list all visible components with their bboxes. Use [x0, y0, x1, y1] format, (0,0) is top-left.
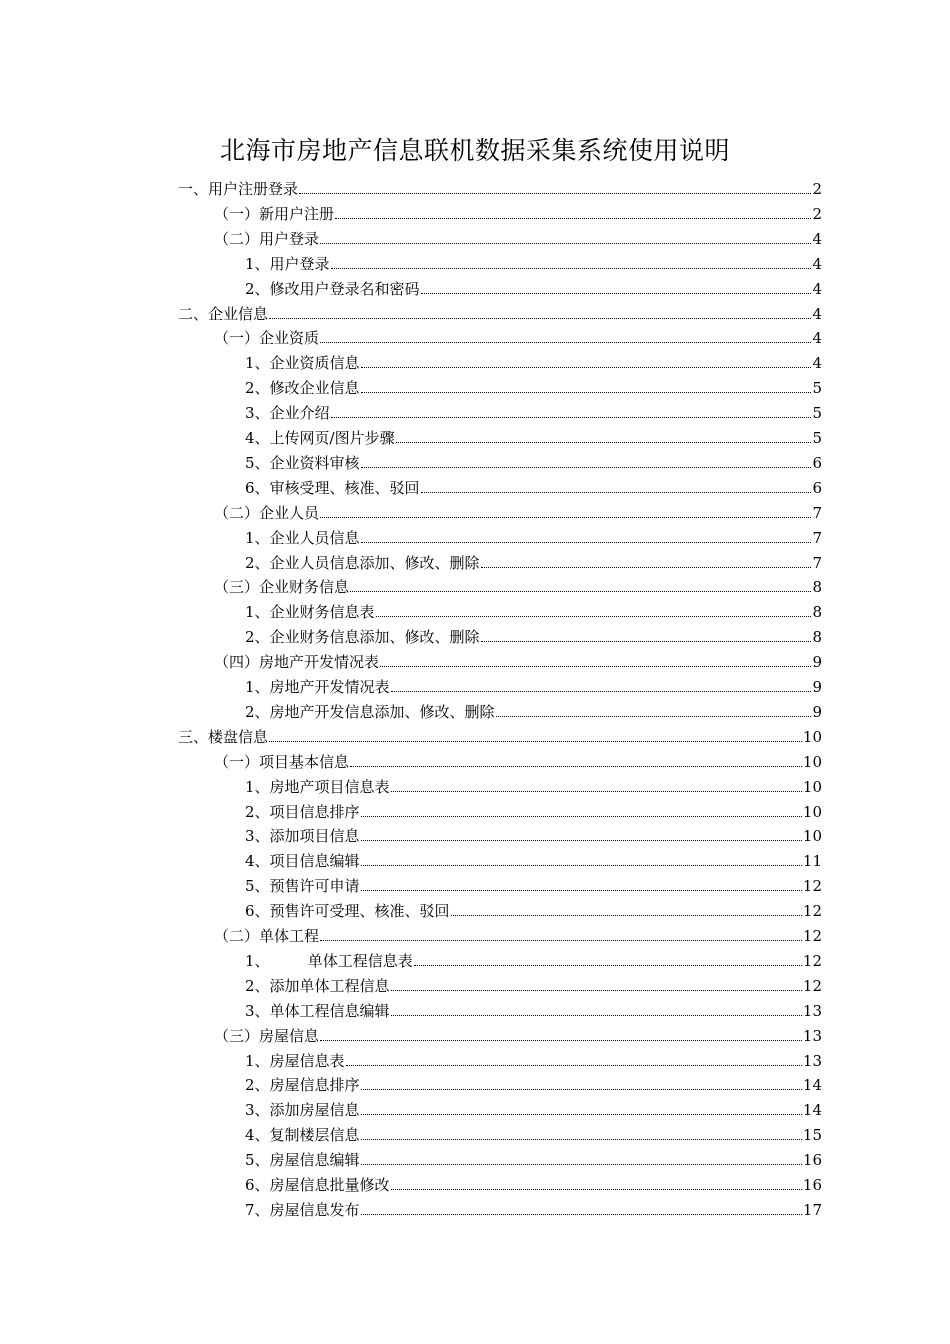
toc-entry-label: 6、预售许可受理、核准、驳回 [245, 902, 450, 921]
toc-entry-page-number: 14 [802, 1101, 822, 1120]
toc-entry[interactable] [214, 572, 822, 597]
toc-entry-label: 3、添加项目信息 [245, 827, 360, 846]
toc-entry[interactable] [214, 921, 822, 946]
toc-dot-leader [361, 1163, 802, 1165]
toc-entry-label: （一）项目基本信息 [214, 752, 350, 771]
toc-entry-label: 4、上传网页/图片步骤 [245, 429, 395, 447]
toc-entry-page-number: 2 [812, 180, 822, 198]
toc-entry-page-number: 16 [802, 1176, 822, 1194]
toc-entry-label: （二）企业人员 [214, 503, 320, 522]
toc-entry-label: 二、企业信息 [178, 304, 269, 323]
toc-entry-page-number: 4 [812, 304, 822, 323]
toc-entry-page-number: 12 [802, 877, 822, 896]
toc-entry[interactable] [245, 846, 822, 871]
toc-dot-leader [376, 615, 812, 617]
toc-entry[interactable] [214, 647, 822, 672]
toc-entry-page-number: 12 [802, 976, 822, 995]
toc-entry-label: 1、房地产开发情况表 [245, 678, 390, 696]
toc-entry-page-number: 4 [812, 279, 822, 298]
toc-dot-leader [391, 1014, 802, 1016]
toc-dot-leader [350, 765, 802, 767]
toc-entry-page-number: 10 [802, 777, 822, 796]
toc-entry-page-number: 17 [802, 1200, 822, 1219]
toc-entry[interactable] [245, 1145, 822, 1170]
toc-entry-page-number: 6 [812, 478, 822, 497]
toc-entry-page-number: 10 [802, 752, 822, 771]
toc-entry-label: 2、修改企业信息 [245, 379, 360, 398]
toc-entry[interactable] [214, 323, 822, 348]
toc-entry-page-number: 13 [802, 1001, 822, 1020]
toc-dot-leader [269, 740, 802, 742]
toc-entry-label: （一）新用户注册 [214, 204, 335, 223]
toc-entry-page-number: 6 [812, 453, 822, 472]
toc-entry-label: 4、复制楼层信息 [245, 1126, 360, 1145]
toc-dot-leader [361, 391, 812, 393]
toc-dot-leader [361, 889, 802, 891]
toc-entry[interactable] [245, 597, 822, 622]
toc-entry[interactable] [245, 274, 822, 299]
toc-entry-page-number: 12 [802, 902, 822, 921]
toc-entry-label: 1、用户登录 [245, 254, 330, 273]
toc-dot-leader [331, 267, 812, 269]
toc-entry[interactable] [245, 996, 822, 1021]
toc-dot-leader [361, 1088, 802, 1090]
toc-entry[interactable] [245, 523, 822, 548]
toc-entry-page-number: 16 [802, 1151, 822, 1170]
toc-dot-leader [391, 1188, 802, 1190]
toc-entry[interactable] [245, 1120, 822, 1145]
toc-dot-leader [451, 914, 802, 916]
toc-entry[interactable] [214, 224, 822, 249]
toc-dot-leader [421, 292, 812, 294]
toc-dot-leader [361, 1113, 802, 1115]
toc-dot-leader [361, 839, 802, 841]
toc-entry-label: 5、预售许可申请 [245, 877, 360, 896]
toc-entry-label: 2、项目信息排序 [245, 802, 360, 821]
toc-entry[interactable] [214, 1021, 822, 1046]
toc-entry-page-number: 9 [812, 678, 822, 696]
toc-entry-label: 2、企业财务信息添加、修改、删除 [245, 628, 480, 647]
toc-dot-leader [496, 715, 812, 717]
toc-dot-leader [346, 1064, 802, 1066]
toc-entry[interactable] [245, 473, 822, 498]
toc-dot-leader [391, 989, 802, 991]
toc-entry-page-number: 5 [812, 429, 822, 447]
toc-dot-leader [361, 1213, 802, 1215]
toc-entry-page-number: 4 [812, 354, 822, 373]
toc-entry-label: 1、企业财务信息表 [245, 603, 375, 622]
toc-entry-page-number: 14 [802, 1076, 822, 1095]
toc-dot-leader [481, 566, 812, 568]
toc-entry-label: 1、企业人员信息 [245, 528, 360, 547]
toc-entry[interactable] [245, 398, 822, 423]
toc-entry[interactable] [214, 199, 822, 224]
toc-entry[interactable] [245, 622, 822, 647]
toc-entry-page-number: 7 [812, 553, 822, 572]
toc-entry-page-number: 4 [812, 329, 822, 348]
toc-entry-label: 2、添加单体工程信息 [245, 976, 390, 995]
toc-entry-label: 5、企业资料审核 [245, 453, 360, 472]
toc-entry[interactable] [214, 747, 822, 772]
toc-entry-page-number: 7 [812, 503, 822, 522]
toc-entry-label: 3、添加房屋信息 [245, 1101, 360, 1120]
toc-entry-page-number: 9 [812, 653, 822, 672]
toc-entry-page-number: 12 [802, 951, 822, 970]
toc-entry-page-number: 8 [812, 603, 822, 622]
toc-dot-leader [320, 939, 802, 941]
toc-entry-label: 7、房屋信息发布 [245, 1200, 360, 1219]
toc-dot-leader [361, 466, 812, 468]
toc-dot-leader [481, 640, 812, 642]
toc-entry[interactable] [245, 797, 822, 822]
toc-entry-page-number: 13 [802, 1051, 822, 1070]
toc-entry-page-number: 13 [802, 1026, 822, 1045]
toc-entry-label: 2、企业人员信息添加、修改、删除 [245, 553, 480, 572]
toc-entry-label: 3、企业介绍 [245, 404, 330, 423]
toc-entry[interactable] [245, 1070, 822, 1095]
toc-entry-page-number: 12 [802, 927, 822, 945]
toc-entry-label: 1、企业资质信息 [245, 354, 360, 373]
toc-dot-leader [361, 815, 802, 817]
toc-entry-label: 1、 单体工程信息表 [245, 951, 413, 970]
toc-entry[interactable] [245, 971, 822, 996]
toc-entry-label: （三）房屋信息 [214, 1026, 320, 1045]
toc-entry[interactable] [245, 896, 822, 921]
toc-entry-label: 2、修改用户登录名和密码 [245, 279, 420, 298]
toc-entry-label: 6、房屋信息批量修改 [245, 1176, 390, 1194]
toc-entry-page-number: 8 [812, 578, 822, 597]
toc-entry-page-number: 4 [812, 254, 822, 273]
toc-entry-page-number: 5 [812, 379, 822, 398]
toc-entry-label: 5、房屋信息编辑 [245, 1151, 360, 1170]
toc-entry[interactable] [178, 722, 822, 747]
toc-entry-page-number: 11 [802, 852, 822, 871]
toc-entry[interactable] [245, 448, 822, 473]
toc-entry-page-number: 10 [802, 802, 822, 821]
toc-entry-label: 1、房屋信息表 [245, 1051, 345, 1070]
toc-entry-label: （四）房地产开发情况表 [214, 653, 380, 672]
toc-entry-label: （一）企业资质 [214, 329, 320, 348]
toc-dot-leader [335, 217, 811, 219]
toc-entry[interactable] [245, 772, 822, 797]
toc-entry-page-number: 4 [812, 229, 822, 248]
toc-entry-page-number: 15 [802, 1126, 822, 1145]
toc-dot-leader [350, 590, 811, 592]
toc-entry[interactable] [245, 672, 822, 697]
toc-entry[interactable] [245, 348, 822, 373]
toc-dot-leader [361, 864, 802, 866]
toc-dot-leader [320, 242, 811, 244]
toc-dot-leader [320, 516, 811, 518]
toc-entry-page-number: 7 [812, 528, 822, 547]
toc-entry-label: （二）用户登录 [214, 229, 320, 248]
toc-dot-leader [380, 665, 811, 667]
toc-dot-leader [361, 366, 812, 368]
toc-dot-leader [361, 1138, 802, 1140]
toc-entry[interactable] [214, 498, 822, 523]
toc-entry[interactable] [245, 1046, 822, 1071]
toc-entry-page-number: 2 [812, 204, 822, 223]
toc-entry-label: 6、审核受理、核准、驳回 [245, 478, 420, 497]
toc-entry[interactable] [245, 1170, 822, 1195]
toc-entry-page-number: 10 [802, 727, 822, 746]
toc-entry[interactable] [245, 871, 822, 896]
toc-entry[interactable] [245, 697, 822, 722]
toc-dot-leader [320, 341, 811, 343]
toc-entry-label: （二）单体工程 [214, 927, 320, 945]
toc-dot-leader [421, 491, 812, 493]
toc-entry-page-number: 10 [802, 827, 822, 846]
toc-entry-label: 3、单体工程信息编辑 [245, 1001, 390, 1020]
toc-entry-label: （三）企业财务信息 [214, 578, 350, 597]
toc-entry-label: 2、房地产开发信息添加、修改、删除 [245, 702, 495, 721]
toc-entry[interactable] [245, 946, 822, 971]
toc-entry-label: 1、房地产项目信息表 [245, 777, 390, 796]
toc-entry[interactable] [245, 821, 822, 846]
toc-dot-leader [320, 1039, 802, 1041]
toc-dot-leader [414, 964, 802, 966]
toc-entry[interactable] [178, 174, 822, 199]
toc-entry-label: 三、楼盘信息 [178, 727, 269, 746]
toc-entry[interactable] [178, 299, 822, 324]
toc-dot-leader [361, 541, 812, 543]
toc-dot-leader [331, 416, 812, 418]
toc-dot-leader [396, 441, 812, 443]
toc-entry[interactable] [245, 423, 822, 448]
toc-entry[interactable] [245, 249, 822, 274]
toc-dot-leader [391, 790, 802, 792]
toc-entry-page-number: 9 [812, 702, 822, 721]
toc-entry-label: 一、用户注册登录 [178, 180, 299, 198]
document-title: 北海市房地产信息联机数据采集系统使用说明 [219, 136, 730, 165]
toc-entry-label: 4、项目信息编辑 [245, 852, 360, 871]
toc-dot-leader [391, 690, 812, 692]
toc-dot-leader [299, 192, 811, 194]
toc-entry[interactable] [245, 1195, 822, 1220]
toc-entry[interactable] [245, 1095, 822, 1120]
toc-entry-label: 2、房屋信息排序 [245, 1076, 360, 1095]
toc-entry-page-number: 8 [812, 628, 822, 647]
toc-dot-leader [269, 317, 811, 319]
toc-entry[interactable] [245, 373, 822, 398]
toc-entry[interactable] [245, 548, 822, 573]
toc-entry-page-number: 5 [812, 404, 822, 423]
